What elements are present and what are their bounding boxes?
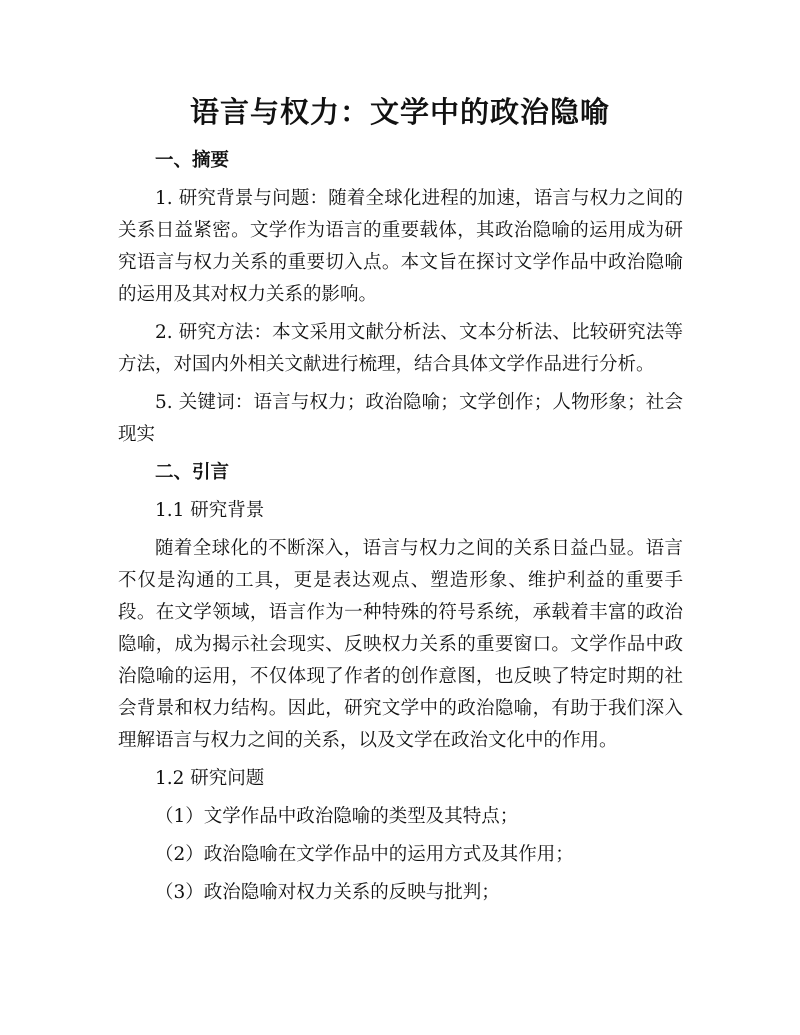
subheading-research-background: 1.1 研究背景 bbox=[155, 500, 265, 521]
intro-paragraph-background: 随着全球化的不断深入，语言与权力之间的关系日益凸显。语言不仅是沟通的工具，更是表达观点、塑造形象、维护利益的重要手段。在文学领域，语言作为一种特殊的符号系统，承载着丰富的政治隐喻，成为揭示社会现实、反映权力关系的重要窗口。文学作品中政治隐喻的运用，不仅体现了作者的创作意图，也反映了特定时期的社会背景和权力结构。因此，研究文学中的政治隐喻，有助于我们深入理解语言与权力之间的关系，以及文学在政治文化中的作用。 bbox=[118, 538, 683, 751]
abstract-paragraph-keywords: 5. 关键词：语言与权力；政治隐喻；文学创作；人物形象；社会现实 bbox=[118, 392, 683, 445]
research-question-item: （2）政治隐喻在文学作品中的运用方式及其作用； bbox=[155, 844, 574, 865]
section-heading-intro: 二、引言 bbox=[155, 462, 230, 483]
document-body bbox=[118, 145, 683, 915]
subheading-research-questions: 1.2 研究问题 bbox=[155, 768, 265, 789]
research-question-item: （3）政治隐喻对权力关系的反映与批判； bbox=[155, 882, 500, 903]
abstract-paragraph-background: 1. 研究背景与问题：随着全球化进程的加速，语言与权力之间的关系日益紧密。文学作为语言的重要载体，其政治隐喻的运用成为研究语言与权力关系的重要切入点。本文旨在探讨文学作品中政治隐喻的运用及其对权力关系的影响。 bbox=[118, 188, 683, 305]
section-heading-abstract: 一、摘要 bbox=[155, 150, 230, 171]
document-title: 语言与权力：文学中的政治隐喻 bbox=[189, 95, 610, 129]
abstract-paragraph-methods: 2. 研究方法：本文采用文献分析法、文本分析法、比较研究法等方法，对国内外相关文献进行梳理，结合具体文学作品进行分析。 bbox=[118, 322, 683, 375]
research-question-item: （1）文学作品中政治隐喻的类型及其特点； bbox=[155, 806, 519, 827]
